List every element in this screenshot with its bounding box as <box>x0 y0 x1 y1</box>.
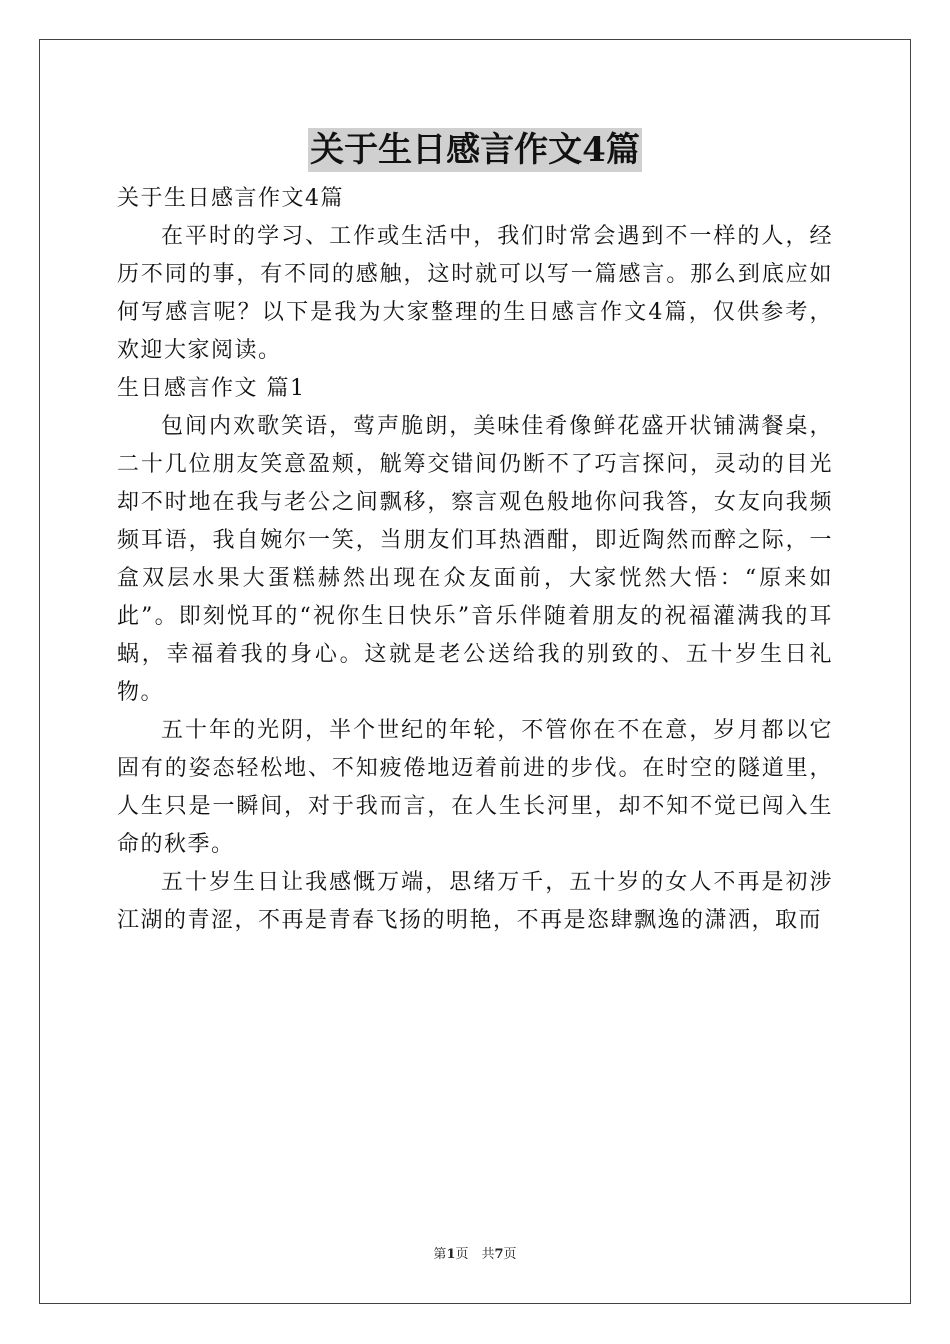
total-page-number: 7 <box>494 1247 504 1262</box>
document-body <box>117 180 833 940</box>
document-title: 关于生日感言作文4篇 <box>310 130 640 170</box>
page-mid: 页 共 <box>455 1247 495 1262</box>
body-paragraph-3: 五十岁生日让我感慨万端，思绪万千，五十岁的女人不再是初涉江湖的青涩，不再是青春飞扬的明艳，不再是恣肆飘逸的潇洒，取而 <box>117 870 833 933</box>
body-paragraph-1: 包间内欢歌笑语，莺声脆朗，美味佳肴像鲜花盛开状铺满餐桌，二十几位朋友笑意盈颊，觥筹交错间仍断不了巧言探问，灵动的目光却不时地在我与老公之间飘移，察言观色般地你问我答，女友向我频频耳语，我自婉尔一笑，当朋友们耳热酒酣，即近陶然而醉之际，一盒双层水果大蛋糕赫然出现在众友面前，大家恍然大悟：“原来如此”。即刻悦耳的“祝你生日快乐”音乐伴随着朋友的祝福灌满我的耳蜗，幸福着我的身心。这就是老公送给我的别致的、五十岁生日礼物。 <box>117 414 833 705</box>
title-area <box>0 128 950 172</box>
intro-paragraph: 在平时的学习、工作或生活中，我们时常会遇到不一样的人，经历不同的事，有不同的感触，这时就可以写一篇感言。那么到底应如何写感言呢？以下是我为大家整理的生日感言作文4篇，仅供参考，欢迎大家阅读。 <box>117 224 833 363</box>
body-paragraph-2: 五十年的光阴，半个世纪的年轮，不管你在不在意，岁月都以它固有的姿态轻松地、不知疲倦地迈着前进的步伐。在时空的隧道里，人生只是一瞬间，对于我而言，在人生长河里，却不知不觉已闯入生命的秋季。 <box>117 718 833 857</box>
page-footer <box>0 1243 950 1262</box>
page-suffix: 页 <box>503 1247 517 1262</box>
subtitle-line: 关于生日感言作文4篇 <box>117 186 344 211</box>
section-heading: 生日感言作文 篇1 <box>117 376 306 401</box>
current-page-number: 1 <box>446 1247 456 1262</box>
page-prefix: 第 <box>433 1247 447 1262</box>
